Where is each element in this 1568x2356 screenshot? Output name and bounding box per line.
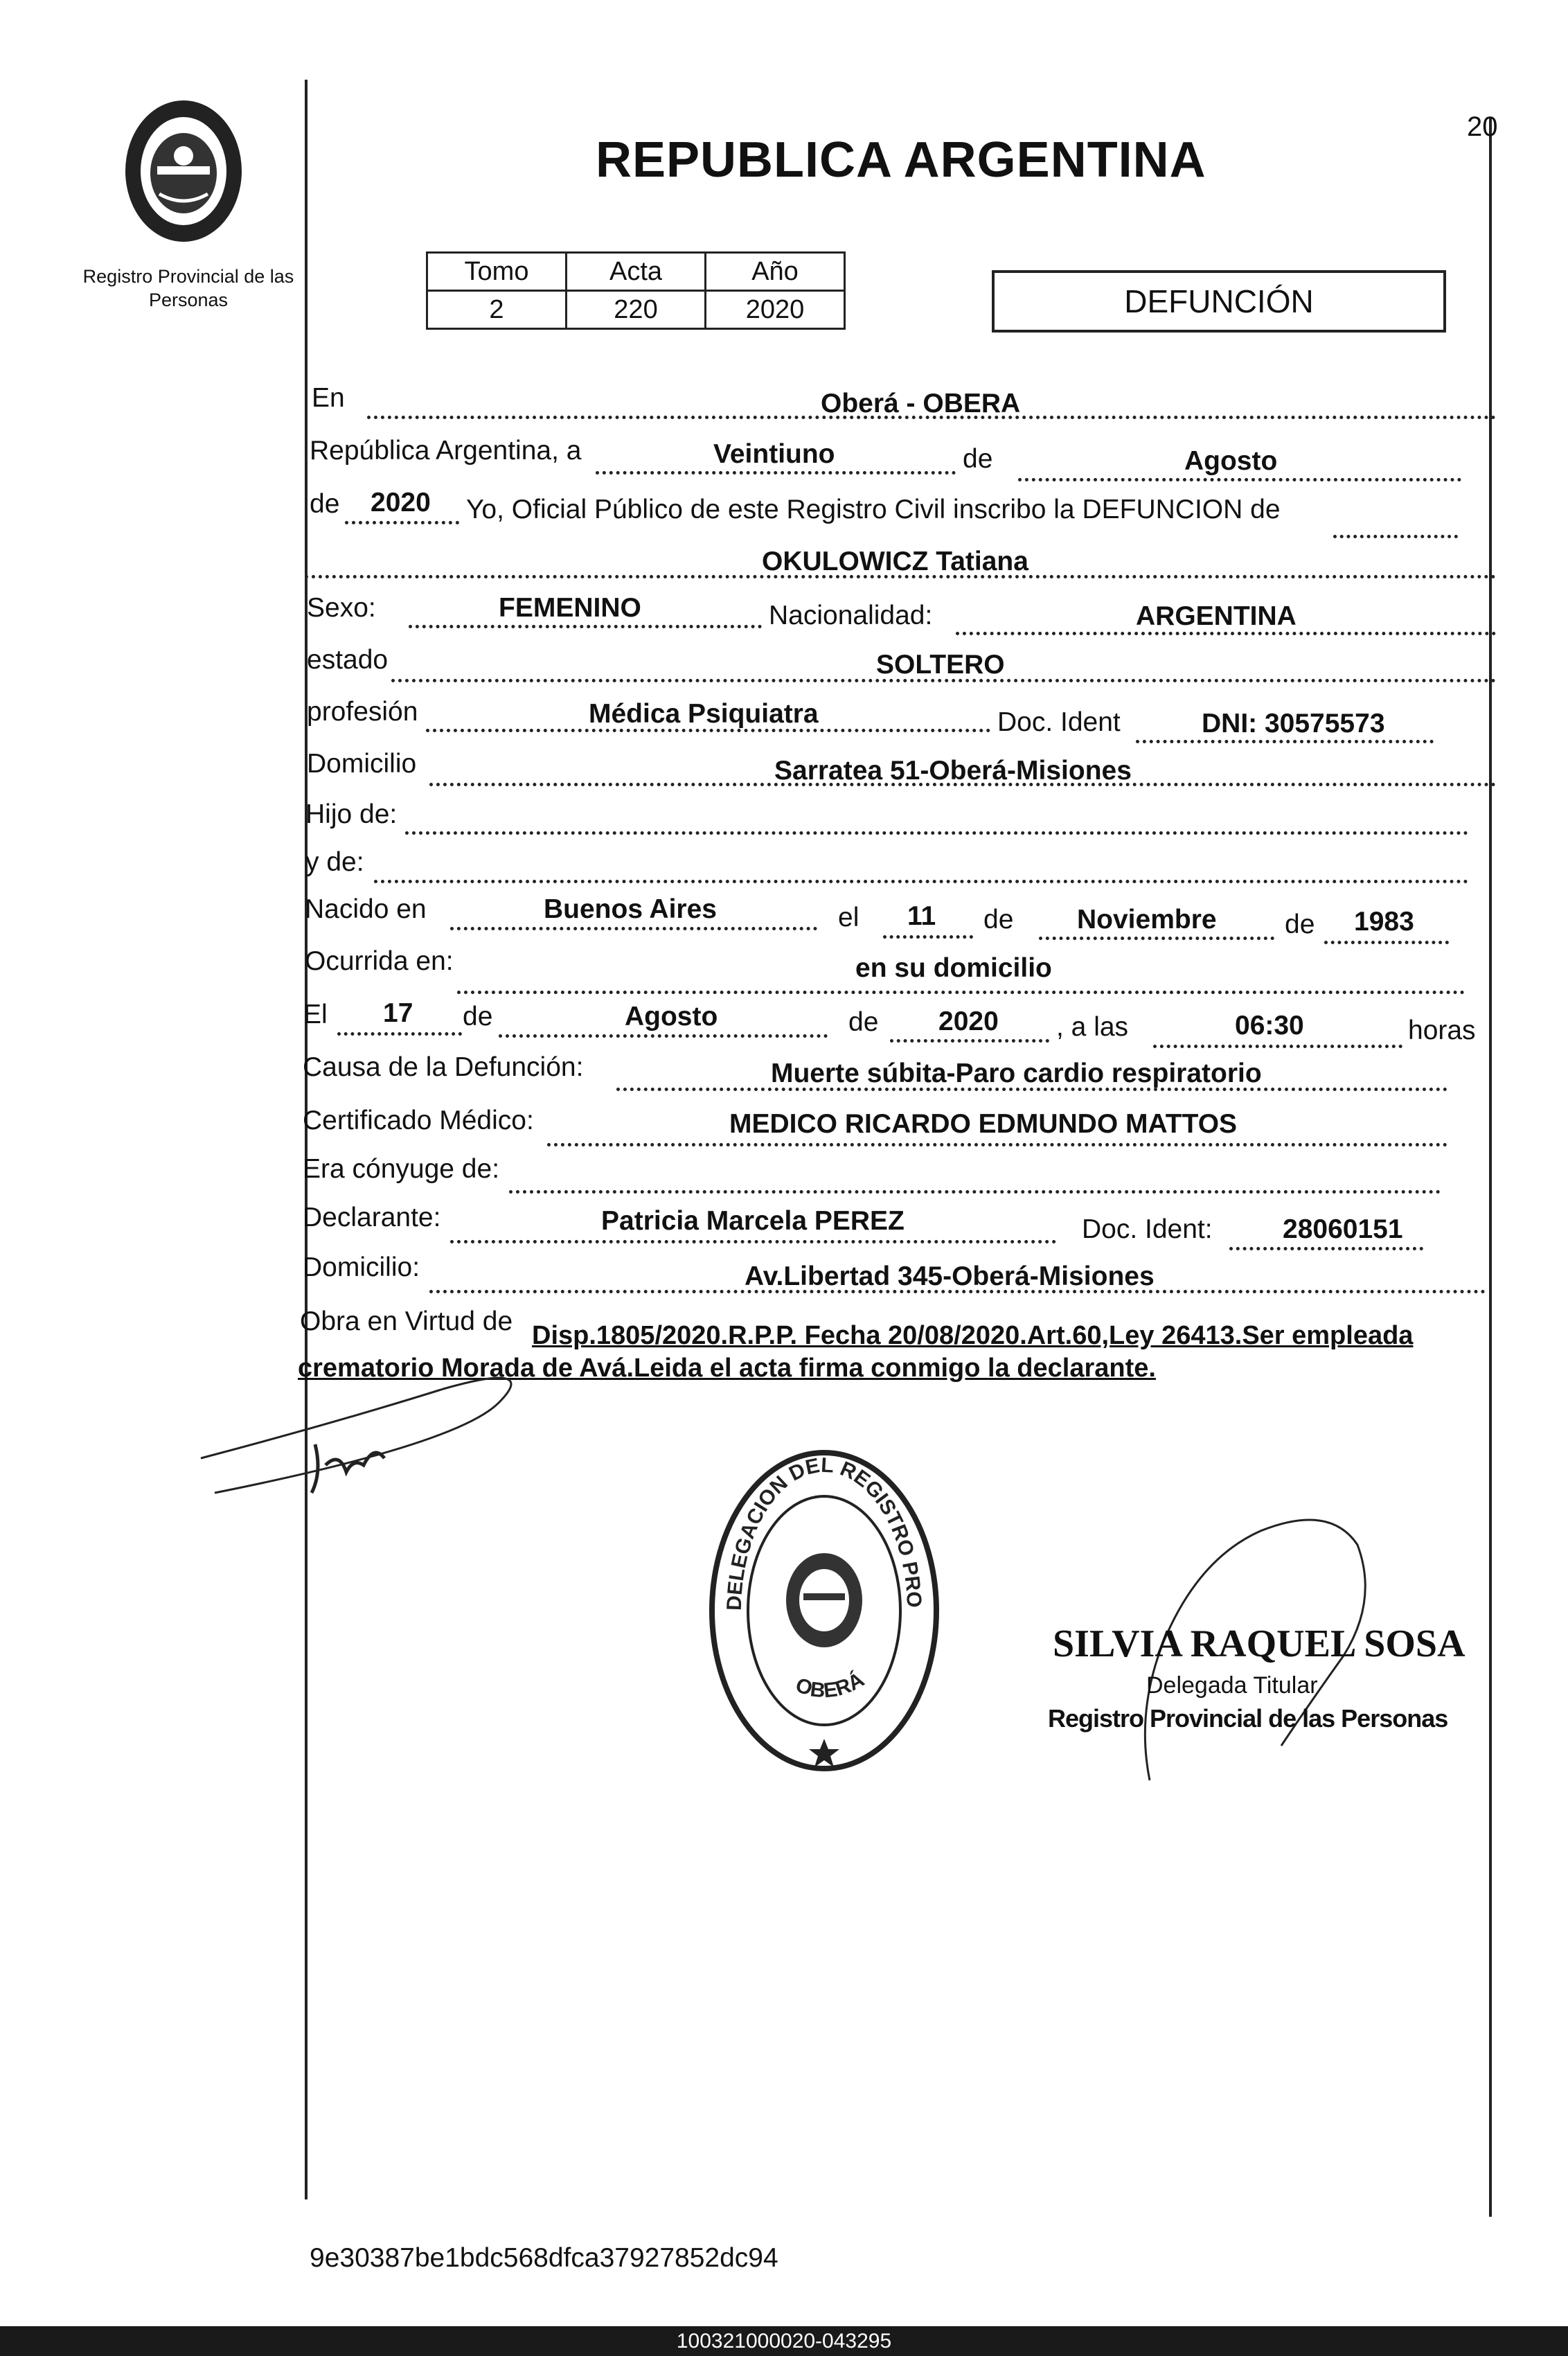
de-label-6: de: [848, 1007, 879, 1037]
y-de-label: y de:: [305, 847, 364, 877]
death-day-value: 17: [383, 998, 413, 1028]
nacido-line: [450, 927, 817, 930]
declarant-signature: [194, 1361, 554, 1507]
horas-label: horas: [1408, 1016, 1476, 1045]
page-number: 20: [1467, 112, 1498, 142]
svg-text:OBERÁ: [792, 1667, 868, 1702]
doc-ident-2-value: 28060151: [1283, 1214, 1403, 1244]
causa-label: Causa de la Defunción:: [303, 1052, 584, 1082]
profesion-value: Médica Psiquiatra: [589, 699, 819, 729]
death-month-line: [499, 1034, 828, 1038]
y-de-line: [374, 880, 1468, 883]
day-words-value: Veintiuno: [713, 439, 835, 469]
acta-header: Acta: [567, 253, 706, 291]
delegacion-official-stamp: [706, 1444, 942, 1777]
birth-month-line: [1039, 937, 1274, 940]
anio-value: 2020: [706, 291, 845, 329]
stamp-bottom-text: OBERÁ: [792, 1668, 868, 1703]
obra-line-2: crematorio Morada de Avá.Leida el acta firma conmigo la declarante.: [298, 1354, 1156, 1383]
sexo-line: [409, 625, 762, 628]
ocurrida-label: Ocurrida en:: [305, 946, 454, 976]
estado-label: estado: [307, 645, 389, 675]
signatory-role: Delegada Titular: [1146, 1672, 1318, 1699]
stamp-top-text: DELEGACION DEL REGISTRO PRO: [722, 1453, 926, 1611]
registry-header-row: [427, 253, 845, 291]
tomo-value: 2: [427, 291, 567, 329]
de-label-3: de: [983, 905, 1014, 935]
birth-year-line: [1324, 941, 1449, 944]
certificado-label: Certificado Médico:: [303, 1106, 534, 1135]
month-line: [1018, 478, 1461, 481]
left-margin-line: [305, 80, 308, 2199]
day-line: [596, 471, 956, 475]
death-day-line: [337, 1032, 462, 1036]
oficial-line: [1333, 535, 1458, 538]
sexo-label: Sexo:: [307, 593, 376, 623]
registry-caption: Registro Provincial de las Personas: [82, 266, 294, 310]
document-hash: 9e30387be1bdc568dfca37927852dc94: [310, 2243, 778, 2273]
death-month-value: Agosto: [625, 1002, 718, 1031]
year-value: 2020: [371, 488, 431, 517]
en-label: En: [312, 383, 345, 413]
signatory-name: SILVIA RAQUEL SOSA: [1053, 1622, 1465, 1665]
hijo-label: Hijo de:: [305, 799, 398, 829]
doc-ident-2-label: Doc. Ident:: [1082, 1214, 1213, 1244]
hijo-line: [405, 831, 1468, 835]
oficial-text: Yo, Oficial Público de este Registro Civil inscribo la DEFUNCION de: [466, 495, 1281, 524]
death-time-value: 06:30: [1235, 1011, 1304, 1040]
doc-ident-value: DNI: 30575573: [1202, 709, 1385, 738]
doc-ident-label: Doc. Ident: [997, 707, 1121, 737]
record-type-box: DEFUNCIÓN: [992, 270, 1446, 333]
domicilio-2-label: Domicilio:: [303, 1252, 420, 1282]
death-year-line: [890, 1039, 1049, 1043]
causa-value: Muerte súbita-Paro cardio respiratorio: [771, 1059, 1262, 1088]
doc-ident-2-line: [1229, 1247, 1423, 1250]
birth-month-value: Noviembre: [1077, 905, 1217, 935]
de-label-5: de: [463, 1002, 493, 1031]
nacionalidad-value: ARGENTINA: [1136, 601, 1297, 631]
a-las-label: , a las: [1056, 1012, 1129, 1042]
doc-ident-line: [1136, 740, 1434, 743]
deceased-name: OKULOWICZ Tatiana: [762, 547, 1028, 576]
birth-day-line: [883, 935, 973, 939]
month-value: Agosto: [1184, 446, 1278, 476]
page-title: REPUBLICA ARGENTINA: [596, 132, 1206, 188]
domicilio-2-value: Av.Libertad 345-Oberá-Misiones: [745, 1261, 1155, 1291]
el-label: el: [838, 903, 859, 932]
barcode-number-bar: 100321000020-043295: [0, 2326, 1568, 2356]
nacionalidad-label: Nacionalidad:: [769, 601, 933, 630]
estado-value: SOLTERO: [876, 650, 1005, 680]
registry-table: [426, 251, 846, 330]
declarante-value: Patricia Marcela PEREZ: [601, 1206, 905, 1236]
el-cap-label: El: [303, 1000, 328, 1029]
nacido-value: Buenos Aires: [544, 894, 717, 924]
obra-line-1: Disp.1805/2020.R.P.P. Fecha 20/08/2020.Art.60,Ley 26413.Ser empleada: [532, 1321, 1414, 1350]
death-time-line: [1153, 1045, 1402, 1048]
declarante-label: Declarante:: [303, 1203, 441, 1232]
provincia-misiones-seal-logo: [121, 97, 246, 246]
nacido-label: Nacido en: [305, 894, 427, 924]
sexo-value: FEMENINO: [499, 593, 641, 623]
certificado-line: [547, 1143, 1447, 1146]
year-line: [345, 521, 459, 524]
birth-year-value: 1983: [1354, 907, 1414, 937]
anio-header: Año: [706, 253, 845, 291]
registry-value-row: [427, 291, 845, 329]
republica-label: República Argentina, a: [310, 436, 582, 466]
de-label-4: de: [1285, 910, 1315, 939]
death-year-value: 2020: [938, 1007, 999, 1036]
right-margin-line: [1489, 118, 1492, 2217]
profesion-label: profesión: [307, 697, 418, 727]
certificado-value: MEDICO RICARDO EDMUNDO MATTOS: [729, 1109, 1238, 1139]
place-value: Oberá - OBERA: [821, 389, 1021, 418]
conyuge-label: Era cónyuge de:: [303, 1154, 500, 1184]
ocurrida-line: [457, 991, 1465, 994]
domicilio-value: Sarratea 51-Oberá-Misiones: [774, 756, 1132, 786]
acta-value: 220: [567, 291, 706, 329]
birth-day-value: 11: [907, 901, 936, 931]
obra-label: Obra en Virtud de: [300, 1307, 513, 1336]
domicilio-label: Domicilio: [307, 749, 417, 779]
conyuge-line: [509, 1190, 1441, 1194]
signatory-office: Registro Provincial de las Personas: [1048, 1704, 1448, 1733]
ocurrida-value: en su domicilio: [855, 953, 1052, 983]
tomo-header: Tomo: [427, 253, 567, 291]
de-label-2: de: [310, 489, 340, 519]
de-label-1: de: [963, 444, 993, 474]
declarante-line: [450, 1240, 1056, 1243]
